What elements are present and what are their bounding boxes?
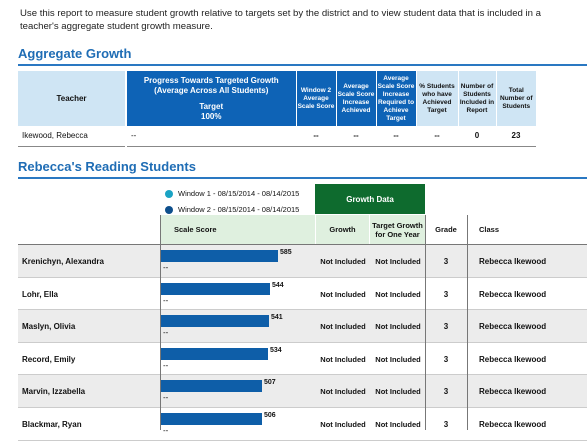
grade-value: 3 (443, 354, 449, 364)
header-avg-required: Average Scale Score Increase Required to Achieve Target (376, 71, 416, 126)
grade-value: 3 (443, 257, 449, 266)
window2-score: -- (163, 360, 169, 370)
scale-score-bar (161, 413, 262, 425)
class-value: Rebecca Ikewood (479, 322, 547, 332)
window-legend (165, 186, 299, 218)
scale-score-bar (161, 250, 278, 262)
target-growth-value: Not Included (375, 289, 421, 299)
table-row[interactable] (18, 408, 587, 441)
col-growth[interactable]: Growth (315, 215, 369, 244)
target-growth-value: Not Included (375, 257, 421, 266)
student-name[interactable]: Krenichyn, Alexandra (22, 257, 104, 266)
scale-score-bar (161, 283, 270, 295)
header-total: Total Number of Students (496, 71, 536, 126)
window2-score: -- (163, 393, 169, 403)
legend-window1 (165, 186, 299, 202)
header-progress-title: Progress Towards Targeted Growth (Average Across All Students) (143, 75, 279, 95)
window2-dot-icon (165, 206, 173, 214)
growth-value: Not Included (320, 289, 366, 299)
scale-score-value: 544 (272, 281, 284, 289)
window2-score: -- (163, 425, 169, 435)
scale-score-bar (161, 380, 262, 392)
table-row[interactable] (18, 310, 587, 343)
target-growth-value: Not Included (375, 322, 421, 332)
scale-score-bar (161, 348, 268, 360)
table-row[interactable] (18, 245, 587, 278)
aggregate-progress: -- (126, 126, 296, 146)
scale-score-value: 506 (264, 411, 276, 419)
window2-score: -- (163, 295, 169, 305)
legend-window2-label: Window 2 - 08/15/2014 - 08/14/2015 (178, 205, 300, 214)
col-scale-score[interactable]: Scale Score (160, 215, 315, 244)
aggregate-num-included: 0 (458, 126, 496, 146)
growth-data-header: Growth Data (315, 184, 425, 214)
students-title: Rebecca's Reading Students (18, 159, 196, 174)
header-window2: Window 2 Average Scale Score (296, 71, 336, 126)
header-pct-achieved: % Students who have Achieved Target (416, 71, 458, 126)
grade-value: 3 (443, 322, 449, 332)
class-value: Rebecca Ikewood (479, 419, 547, 429)
col-class[interactable]: Class (479, 225, 500, 234)
column-divider (160, 215, 161, 430)
col-target-growth[interactable]: Target Growth for One Year (369, 215, 425, 244)
class-value: Rebecca Ikewood (479, 257, 547, 266)
scale-score-value: 541 (271, 314, 283, 322)
growth-value: Not Included (320, 354, 366, 364)
table-row[interactable] (18, 278, 587, 311)
aggregate-divider (18, 64, 587, 66)
target-growth-value: Not Included (375, 387, 421, 397)
class-value: Rebecca Ikewood (479, 354, 547, 364)
table-row[interactable] (18, 343, 587, 376)
student-name[interactable]: Marvin, Izzabella (22, 387, 86, 397)
header-progress-target: Target (199, 101, 224, 111)
window2-score: -- (163, 263, 169, 272)
column-divider (467, 215, 468, 430)
aggregate-avg-increase: -- (336, 126, 376, 146)
legend-window1-label: Window 1 - 08/15/2014 - 08/14/2015 (178, 189, 300, 198)
grade-value: 3 (443, 289, 449, 299)
table-row[interactable] (18, 375, 587, 408)
aggregate-growth-table (18, 71, 536, 147)
aggregate-total: 23 (496, 126, 536, 146)
grade-value: 3 (443, 419, 449, 429)
scale-score-bar (161, 315, 269, 327)
aggregate-avg-required: -- (376, 126, 416, 146)
aggregate-growth-title: Aggregate Growth (18, 46, 132, 61)
growth-value: Not Included (320, 322, 366, 332)
student-name[interactable]: Blackmar, Ryan (22, 419, 82, 429)
header-progress-pct: 100% (201, 111, 222, 121)
window1-dot-icon (165, 190, 173, 198)
class-value: Rebecca Ikewood (479, 289, 547, 299)
students-divider (18, 177, 587, 179)
scale-score-value: 585 (280, 249, 292, 256)
student-name[interactable]: Maslyn, Olivia (22, 322, 76, 332)
aggregate-row (18, 126, 536, 146)
growth-value: Not Included (320, 419, 366, 429)
aggregate-teacher: Ikewood, Rebecca (18, 126, 126, 146)
student-name[interactable]: Lohr, Ella (22, 289, 59, 299)
scale-score-value: 534 (270, 346, 282, 354)
window2-score: -- (163, 328, 169, 338)
column-divider (425, 215, 426, 430)
class-value: Rebecca Ikewood (479, 387, 547, 397)
student-list (18, 245, 587, 441)
growth-value: Not Included (320, 387, 366, 397)
header-progress (126, 71, 296, 126)
header-num-included: Number of Students Included in Report (458, 71, 496, 126)
report-description: Use this report to measure student growth relative to targets set by the district and to view student data that is included in a teacher's aggregate student growth measure. (20, 8, 542, 32)
target-growth-value: Not Included (375, 419, 421, 429)
student-name[interactable]: Record, Emily (22, 354, 76, 364)
aggregate-window2: -- (296, 126, 336, 146)
growth-value: Not Included (320, 257, 366, 266)
aggregate-pct-achieved: -- (416, 126, 458, 146)
header-avg-increase: Average Scale Score Increase Achieved (336, 71, 376, 126)
target-growth-value: Not Included (375, 354, 421, 364)
scale-score-value: 507 (264, 379, 276, 387)
header-teacher: Teacher (18, 71, 126, 126)
grade-value: 3 (443, 387, 449, 397)
col-grade[interactable]: Grade (435, 225, 457, 234)
